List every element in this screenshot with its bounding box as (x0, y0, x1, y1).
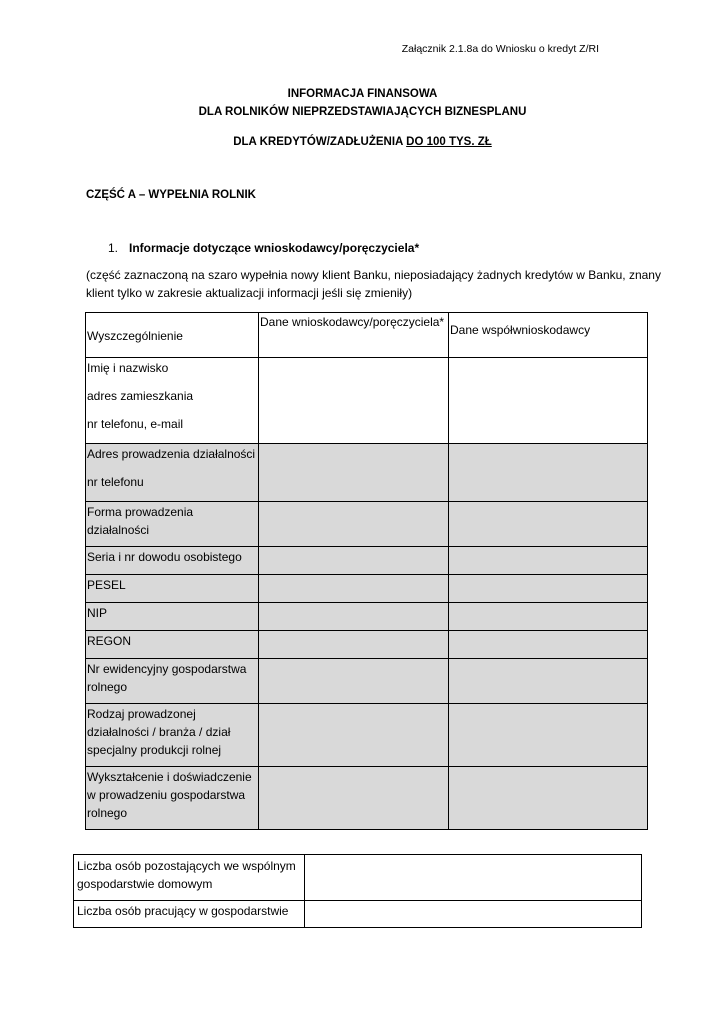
instruction-note: (część zaznaczoną na szaro wypełnia nowy klient Banku, nieposiadający żadnych kredytów w Banku, znany klient tylko w zakresie aktualizacji informacji jeśli się zmieniły) (86, 268, 661, 300)
label-business-phone: nr telefonu (87, 475, 144, 489)
table-row (86, 358, 648, 444)
part-heading: CZĘŚĆ A – WYPEŁNIA ROLNIK (86, 189, 256, 201)
title-line-2: DLA ROLNIKÓW NIEPRZEDSTAWIAJĄCYCH BIZNESPLANU (198, 106, 527, 118)
applicant-cell[interactable] (259, 631, 449, 659)
applicant-cell[interactable] (259, 358, 449, 444)
applicant-cell[interactable] (259, 603, 449, 631)
co-applicant-cell[interactable] (449, 547, 648, 575)
label-address: adres zamieszkania (87, 389, 194, 403)
household-members-value[interactable] (305, 855, 642, 901)
table-row (86, 603, 648, 631)
row-label: REGON (86, 631, 259, 659)
table-row (86, 659, 648, 704)
table-row (86, 767, 648, 830)
farm-workers-value[interactable] (305, 901, 642, 928)
row-label: Nr ewidencyjny gospodarstwa rolnego (86, 659, 259, 704)
table-header-row (86, 313, 648, 358)
co-applicant-cell[interactable] (449, 767, 648, 830)
header-description: Wyszczególnienie (86, 313, 259, 358)
row-label (86, 358, 259, 444)
label-contact: nr telefonu, e-mail (87, 417, 184, 431)
co-applicant-cell[interactable] (449, 444, 648, 502)
table-row (86, 502, 648, 547)
applicant-cell[interactable] (259, 444, 449, 502)
co-applicant-cell[interactable] (449, 603, 648, 631)
row-label (86, 444, 259, 502)
section-number: 1. (108, 241, 119, 255)
applicant-info-table (85, 312, 648, 830)
applicant-cell[interactable] (259, 767, 449, 830)
row-label: Seria i nr dowodu osobistego (86, 547, 259, 575)
applicant-cell[interactable] (259, 659, 449, 704)
annex-reference: Załącznik 2.1.8a do Wniosku o kredyt Z/RI (401, 43, 599, 55)
household-table (73, 854, 642, 928)
co-applicant-cell[interactable] (449, 704, 648, 767)
table-row (74, 855, 642, 901)
applicant-cell[interactable] (259, 547, 449, 575)
applicant-cell[interactable] (259, 502, 449, 547)
row-label: Wykształcenie i doświadczenie w prowadzeniu gospodarstwa rolnego (86, 767, 259, 830)
row-label: PESEL (86, 575, 259, 603)
table-row (74, 901, 642, 928)
table-row (86, 444, 648, 502)
title-line-3-underlined: DO 100 TYS. ZŁ (406, 136, 492, 148)
co-applicant-cell[interactable] (449, 631, 648, 659)
title-line-3 (0, 136, 725, 148)
header-co-applicant: Dane współwnioskodawcy (449, 313, 648, 358)
co-applicant-cell[interactable] (449, 358, 648, 444)
header-applicant: Dane wnioskodawcy/poręczyciela* (259, 313, 449, 358)
section-title: Informacje dotyczące wnioskodawcy/poręczyciela* (129, 241, 420, 255)
household-members-label: Liczba osób pozostających we wspólnym gospodarstwie domowym (74, 855, 305, 901)
co-applicant-cell[interactable] (449, 575, 648, 603)
label-name: Imię i nazwisko (87, 361, 169, 375)
co-applicant-cell[interactable] (449, 659, 648, 704)
title-line-3-prefix: DLA KREDYTÓW/ZADŁUŻENIA (233, 136, 407, 148)
row-label: NIP (86, 603, 259, 631)
title-line-1: INFORMACJA FINANSOWA (287, 88, 438, 100)
table-row (86, 631, 648, 659)
table-row (86, 575, 648, 603)
co-applicant-cell[interactable] (449, 502, 648, 547)
applicant-cell[interactable] (259, 575, 449, 603)
table-row (86, 704, 648, 767)
section-heading (108, 241, 419, 255)
table-row (86, 547, 648, 575)
row-label: Rodzaj prowadzonej działalności / branża / dział specjalny produkcji rolnej (86, 704, 259, 767)
label-business-address: Adres prowadzenia działalności (87, 447, 256, 461)
row-label: Forma prowadzenia działalności (86, 502, 259, 547)
applicant-cell[interactable] (259, 704, 449, 767)
farm-workers-label: Liczba osób pracujący w gospodarstwie (74, 901, 305, 928)
